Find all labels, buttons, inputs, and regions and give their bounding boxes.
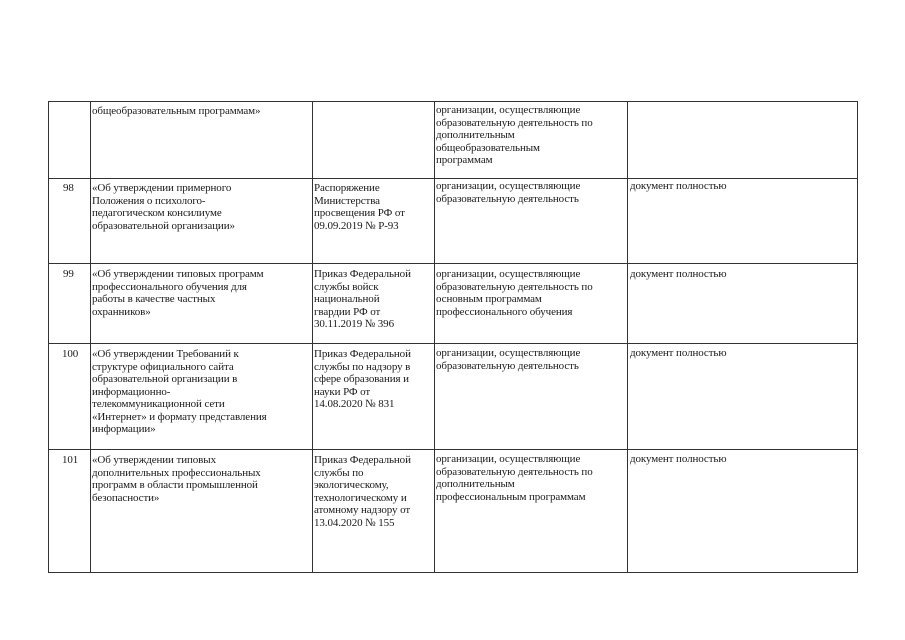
- table-bottom-border: [48, 572, 858, 573]
- row-subjects: организации, осуществляющие образовательную деятельность: [436, 180, 581, 205]
- row-number: 101: [62, 454, 79, 466]
- row-divider: [48, 263, 858, 264]
- row-title: «Об утверждении примерного Положения о психолого- педагогическом консилиуме образовательной организации»: [92, 182, 235, 232]
- row-subjects: организации, осуществляющие образовательную деятельность: [436, 347, 581, 372]
- row-scope: документ полностью: [630, 268, 727, 280]
- row-scope: документ полностью: [630, 347, 727, 359]
- row-scope: документ полностью: [630, 180, 727, 192]
- row-title: общеобразовательным программам»: [92, 105, 261, 117]
- row-document: Приказ Федеральной службы по экологическому, технологическому и атомному надзору от 13.04.2020 № 155: [314, 454, 411, 529]
- row-scope: документ полностью: [630, 453, 727, 465]
- column-border: [434, 101, 435, 573]
- row-document: Приказ Федеральной службы войск национальной гвардии РФ от 30.11.2019 № 396: [314, 268, 411, 330]
- column-border: [857, 101, 858, 573]
- column-border: [312, 101, 313, 573]
- row-divider: [48, 178, 858, 179]
- column-border: [48, 101, 49, 573]
- row-subjects: организации, осуществляющие образовательную деятельность по дополнительным профессиональным программам: [436, 453, 593, 503]
- column-border: [90, 101, 91, 573]
- row-title: «Об утверждении типовых программ профессионального обучения для работы в качестве частных охранников»: [92, 268, 264, 318]
- row-number: 99: [63, 268, 74, 280]
- row-number: 98: [63, 182, 74, 194]
- row-divider: [48, 343, 858, 344]
- table-top-border: [48, 101, 858, 102]
- row-title: «Об утверждении Требований к структуре официального сайта образовательной организации в информационно- телекоммуникационной сети «Интернет» и формату представления информации»: [92, 348, 267, 435]
- row-document: Распоряжение Министерства просвещения РФ от 09.09.2019 № Р-93: [314, 182, 405, 232]
- row-divider: [48, 449, 858, 450]
- row-subjects: организации, осуществляющие образовательную деятельность по дополнительным общеобразовательным программам: [436, 104, 593, 166]
- column-border: [627, 101, 628, 573]
- row-document: Приказ Федеральной службы по надзору в сфере образования и науки РФ от 14.08.2020 № 831: [314, 348, 411, 410]
- row-subjects: организации, осуществляющие образовательную деятельность по основным программам профессионального обучения: [436, 268, 593, 318]
- row-title: «Об утверждении типовых дополнительных профессиональных программ в области промышленной безопасности»: [92, 454, 261, 504]
- row-number: 100: [62, 348, 79, 360]
